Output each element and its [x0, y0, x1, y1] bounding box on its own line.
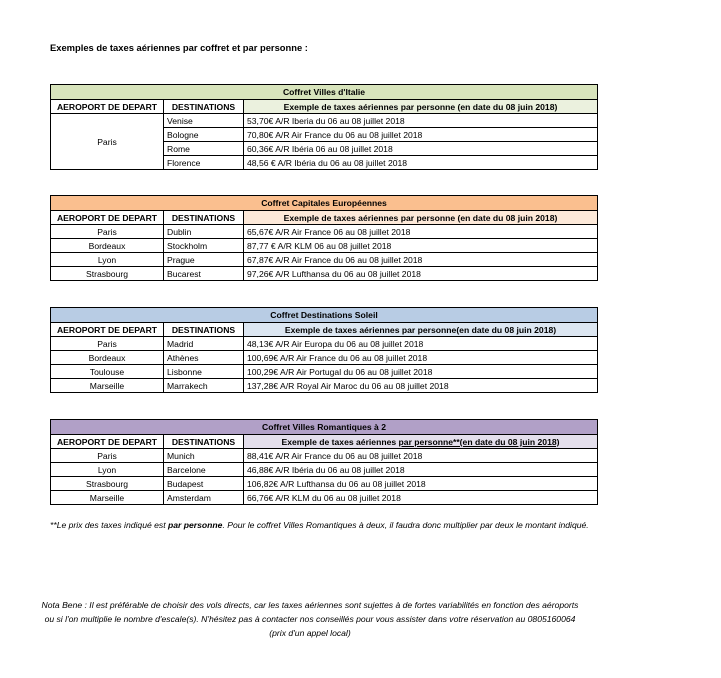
destination: Stockholm	[164, 239, 244, 253]
coffret-title: Coffret Villes Romantiques à 2	[51, 420, 598, 435]
departure-airport: Lyon	[51, 463, 164, 477]
table-row	[51, 253, 598, 267]
destinations-header: DESTINATIONS	[164, 100, 244, 114]
footnote-part-a: **Le prix des taxes indiqué est	[50, 520, 168, 530]
table-row	[51, 351, 598, 365]
tax-value: 137,28€ A/R Royal Air Maroc du 06 au 08 juillet 2018	[244, 379, 598, 393]
tax-value: 87,77 € A/R KLM 06 au 08 juillet 2018	[244, 239, 598, 253]
table-row	[51, 491, 598, 505]
tax-value: 100,29€ A/R Air Portugal du 06 au 08 juillet 2018	[244, 365, 598, 379]
departure-airport: Toulouse	[51, 365, 164, 379]
taxes-header-part: Exemple de taxes aériennes	[281, 436, 399, 447]
table-row	[51, 267, 598, 281]
tax-value: 48,13€ A/R Air Europa du 06 au 08 juillet 2018	[244, 337, 598, 351]
taxes-header-underlined: par personne**(en date du 08 juin 2018)	[398, 436, 560, 447]
nota-bene: Nota Bene : Il est préférable de choisir des vols directs, car les taxes aériennes sont sujettes à de fortes variabilités en fonction des aéroports ou si l'on multiplie le nombre d'escale(s). N'hésitez pas à contacter nos conseillés pour vous assister dans votre réservation au 0805160064 (prix d'un appel local)	[41, 600, 579, 638]
tax-value: 48,56 € A/R Ibéria du 06 au 08 juillet 2018	[244, 156, 598, 170]
departure-airport: Paris	[51, 337, 164, 351]
destination: Athènes	[164, 351, 244, 365]
table-row	[51, 463, 598, 477]
airport-header: AEROPORT DE DEPART	[51, 100, 164, 114]
tax-value: 53,70€ A/R Iberia du 06 au 08 juillet 2018	[244, 114, 598, 128]
departure-airport: Paris	[51, 449, 164, 463]
tax-value: 67,87€ A/R Air France du 06 au 08 juillet 2018	[244, 253, 598, 267]
departure-airport: Marseille	[51, 379, 164, 393]
departure-airport: Marseille	[51, 491, 164, 505]
footnote-part-c: . Pour le coffret Villes Romantiques à deux, il faudra donc multiplier par deux le montant indiqué.	[222, 520, 589, 530]
coffret-title: Coffret Destinations Soleil	[51, 308, 598, 323]
destination: Venise	[164, 114, 244, 128]
tax-value: 70,80€ A/R Air France du 06 au 08 juillet 2018	[244, 128, 598, 142]
airport-header: AEROPORT DE DEPART	[51, 435, 164, 449]
tax-value: 100,69€ A/R Air France du 06 au 08 juillet 2018	[244, 351, 598, 365]
airport-header: AEROPORT DE DEPART	[51, 211, 164, 225]
taxes-header: Exemple de taxes aériennes par personne (en date du 08 juin 2018)	[244, 100, 598, 114]
coffret-title: Coffret Villes d'Italie	[51, 85, 598, 100]
destination: Amsterdam	[164, 491, 244, 505]
destination: Munich	[164, 449, 244, 463]
table-row	[51, 114, 598, 128]
departure-airport: Bordeaux	[51, 239, 164, 253]
tax-value: 46,88€ A/R Ibéria du 06 au 08 juillet 2018	[244, 463, 598, 477]
destinations-header: DESTINATIONS	[164, 323, 244, 337]
coffret-title: Coffret Capitales Européennes	[51, 196, 598, 211]
coffret-villes-italie-table	[50, 84, 598, 170]
destination: Madrid	[164, 337, 244, 351]
page-title: Exemples de taxes aériennes par coffret et par personne :	[50, 42, 308, 53]
destinations-header: DESTINATIONS	[164, 211, 244, 225]
destination: Lisbonne	[164, 365, 244, 379]
destination: Rome	[164, 142, 244, 156]
destination: Dublin	[164, 225, 244, 239]
footnote-emphasis: par personne	[168, 520, 223, 530]
airport-header: AEROPORT DE DEPART	[51, 323, 164, 337]
destination: Marrakech	[164, 379, 244, 393]
tax-value: 66,76€ A/R KLM du 06 au 08 juillet 2018	[244, 491, 598, 505]
departure-airport: Strasbourg	[51, 477, 164, 491]
table-row	[51, 449, 598, 463]
table-row	[51, 365, 598, 379]
table-row	[51, 337, 598, 351]
tax-value: 88,41€ A/R Air France du 06 au 08 juillet 2018	[244, 449, 598, 463]
destination: Prague	[164, 253, 244, 267]
table-row	[51, 379, 598, 393]
departure-airport: Bordeaux	[51, 351, 164, 365]
departure-airport: Strasbourg	[51, 267, 164, 281]
destination: Bologne	[164, 128, 244, 142]
destinations-header: DESTINATIONS	[164, 435, 244, 449]
destination: Florence	[164, 156, 244, 170]
tax-value: 97,26€ A/R Lufthansa du 06 au 08 juillet 2018	[244, 267, 598, 281]
tax-value: 60,36€ A/R Ibéria 06 au 08 juillet 2018	[244, 142, 598, 156]
taxes-header: Exemple de taxes aériennes par personne (en date du 08 juin 2018)	[244, 211, 598, 225]
destination: Barcelone	[164, 463, 244, 477]
table-row	[51, 239, 598, 253]
taxes-header	[244, 435, 598, 449]
table-row	[51, 225, 598, 239]
tax-value: 65,67€ A/R Air France 06 au 08 juillet 2018	[244, 225, 598, 239]
coffret-romantiques-table	[50, 419, 598, 505]
coffret-capitales-table	[50, 195, 598, 281]
destination: Budapest	[164, 477, 244, 491]
table-row	[51, 477, 598, 491]
taxes-header: Exemple de taxes aériennes par personne(en date du 08 juin 2018)	[244, 323, 598, 337]
destination: Bucarest	[164, 267, 244, 281]
departure-airport: Lyon	[51, 253, 164, 267]
footnote	[50, 518, 610, 533]
departure-airport: Paris	[51, 114, 164, 170]
coffret-soleil-table	[50, 307, 598, 393]
departure-airport: Paris	[51, 225, 164, 239]
tax-value: 106,82€ A/R Lufthansa du 06 au 08 juillet 2018	[244, 477, 598, 491]
